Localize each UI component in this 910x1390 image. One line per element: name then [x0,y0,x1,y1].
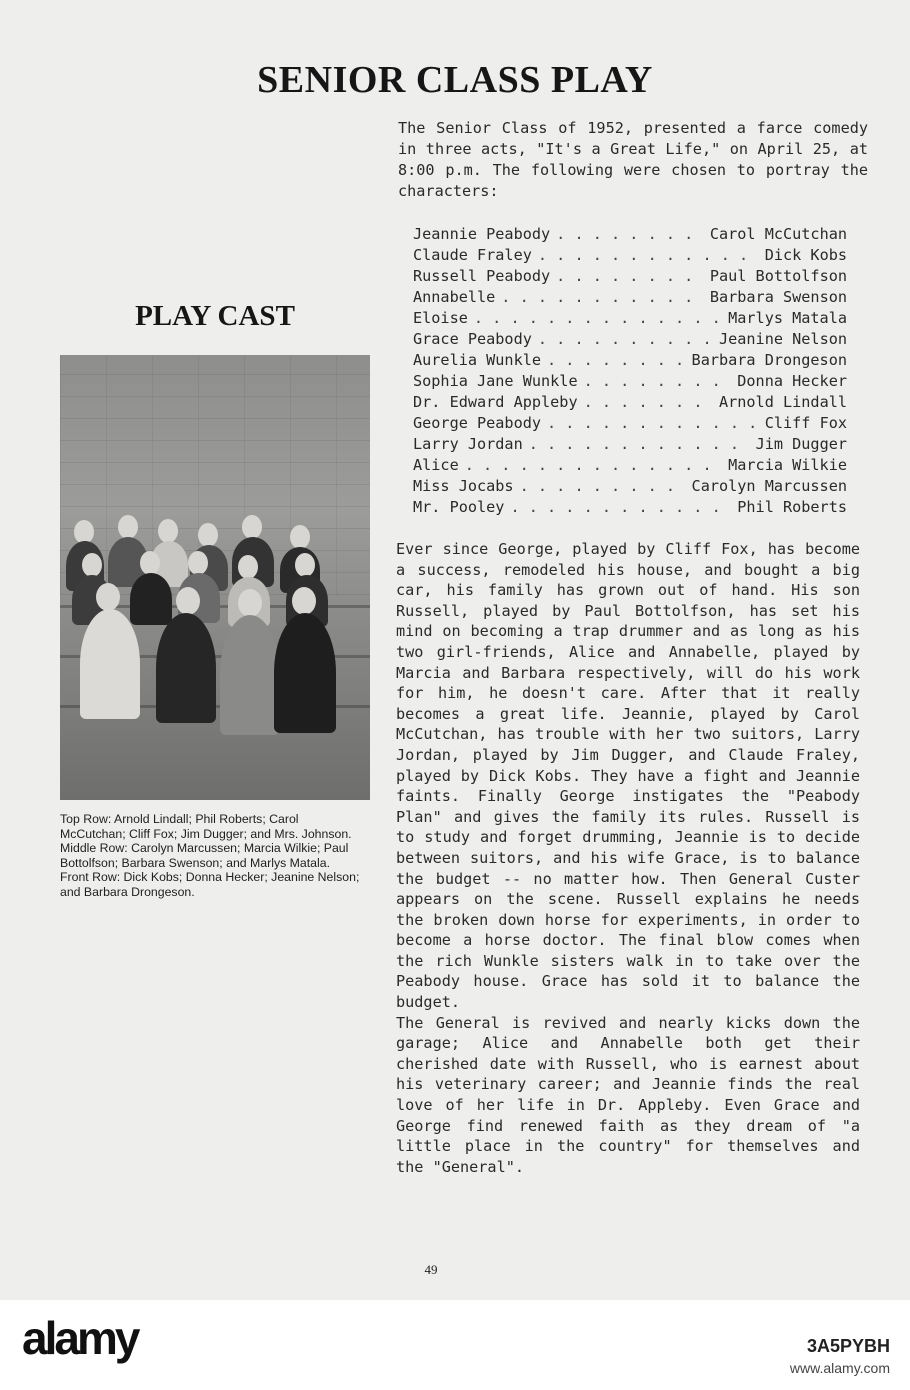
page-title: SENIOR CLASS PLAY [257,59,653,101]
cast-actor: Paul Bottolfson [709,267,847,285]
cast-role: Annabelle [413,288,496,306]
cast-actor: Dick Kobs [764,246,847,264]
cast-row [413,372,847,393]
leader-dots [584,372,732,390]
cast-role: Miss Jocabs [413,477,514,495]
photo-caption: Top Row: Arnold Lindall; Phil Roberts; Carol McCutchan; Cliff Fox; Jim Dugger; and Mrs. Johnson. Middle Row: Carolyn Marcussen; Marcia Wilkie; Paul Bottolfson; Barbara Swenson; and Marlys Matala. Front Row: Dick Kobs; Donna Hecker; Jeanine Nelson; and Barbara Drongeson. [60,812,360,899]
cast-role: Mr. Pooley [413,498,505,516]
cast-actor: Arnold Lindall [718,393,847,411]
leader-dots [510,498,731,516]
cast-photo [60,355,370,800]
leader-dots [529,435,750,453]
cast-actor: Barbara Drongeson [691,351,847,369]
leader-dots [556,267,704,285]
cast-row [413,351,847,372]
cast-actor: Jeanine Nelson [718,330,847,348]
cast-row [413,435,847,456]
cast-role: Russell Peabody [413,267,551,285]
cast-row [413,288,847,309]
cast-row [413,267,847,288]
cast-row [413,498,847,519]
cast-row [413,393,847,414]
cast-role: Dr. Edward Appleby [413,393,578,411]
cast-role: Grace Peabody [413,330,532,348]
leader-dots [501,288,704,306]
brand-logo: alamy [22,1312,138,1364]
cast-actor: Jim Dugger [755,435,847,453]
cast-actor: Carol McCutchan [709,225,847,243]
story-text [396,539,860,1177]
cast-role: Alice [413,456,459,474]
leader-dots [547,414,759,432]
footer-url: www.alamy.com [789,1360,890,1376]
cast-list [413,225,847,519]
cast-row [413,414,847,435]
cast-role: Aurelia Wunkle [413,351,542,369]
leader-dots [465,456,722,474]
cast-row [413,225,847,246]
cast-actor: Marcia Wilkie [728,456,847,474]
image-id: 3A5PYBH [806,1336,890,1356]
cast-role: Sophia Jane Wunkle [413,372,578,390]
cast-actor: Carolyn Marcussen [691,477,847,495]
play-cast-heading: PLAY CAST [135,300,295,332]
cast-actor: Cliff Fox [764,414,847,432]
leader-dots [520,477,686,495]
cast-row [413,456,847,477]
intro-paragraph: The Senior Class of 1952, presented a farce comedy in three acts, "It's a Great Life," on April 25, at 8:00 p.m. The following were chosen to portray the characters: [398,119,868,200]
cast-role: Claude Fraley [413,246,532,264]
story-paragraph-1: Ever since George, played by Cliff Fox, has become a success, remodeled his house, and bought a big car, his family has grown out of hand. His son Russell, played by Paul Bottolfson, has set his mind on becoming a trap drummer and as long as his two girl-friends, Alice and Annabelle, played by Marcia and Barbara respectively, will do his work for him, he doesn't care. After that it really becomes a great life. Jeannie, played by Carol McCutchan, has trouble with her two suitors, Larry Jordan, played by Jim Dugger, and Claude Fraley, played by Dick Kobs. They have a fight and Jeannie faints. Finally George instigates the "Peabody Plan" and gives the family its rules. Russell is to study and forget drumming, Jeannie is to decide between suitors, and his wife Grace, is to balance the budget -- no matter how. Then General Custer appears on the scene. Russell explains he needs the broken down horse for experiments, in order to become a horse doctor. The final blow comes when the rich Wunkle sisters walk in to take over the Peabody house. Grace has sold it to balance the budget. [396,540,860,1012]
story-paragraph-2: The General is revived and nearly kicks down the garage; Alice and Annabelle both get their cherished date with Russell, who is earnest about his veterinary career; and Jeannie finds the real love of her life in Dr. Appleby. Even Grace and George find renewed faith as they dream of "a little place in the country" for themselves and the "General". [396,1013,860,1176]
cast-role: Eloise [413,309,468,327]
leader-dots [538,330,713,348]
cast-actor: Donna Hecker [737,372,847,390]
leader-dots [538,246,759,264]
leader-dots [547,351,686,369]
page-number: 49 [424,1262,438,1277]
leader-dots [556,225,704,243]
cast-role: Jeannie Peabody [413,225,551,243]
leader-dots [584,393,713,411]
cast-row [413,309,847,330]
leader-dots [474,309,722,327]
cast-actor: Barbara Swenson [709,288,847,306]
cast-row [413,330,847,351]
cast-row [413,477,847,498]
cast-role: Larry Jordan [413,435,523,453]
cast-actor: Phil Roberts [737,498,847,516]
cast-row [413,246,847,267]
cast-role: George Peabody [413,414,542,432]
cast-actor: Marlys Matala [728,309,847,327]
